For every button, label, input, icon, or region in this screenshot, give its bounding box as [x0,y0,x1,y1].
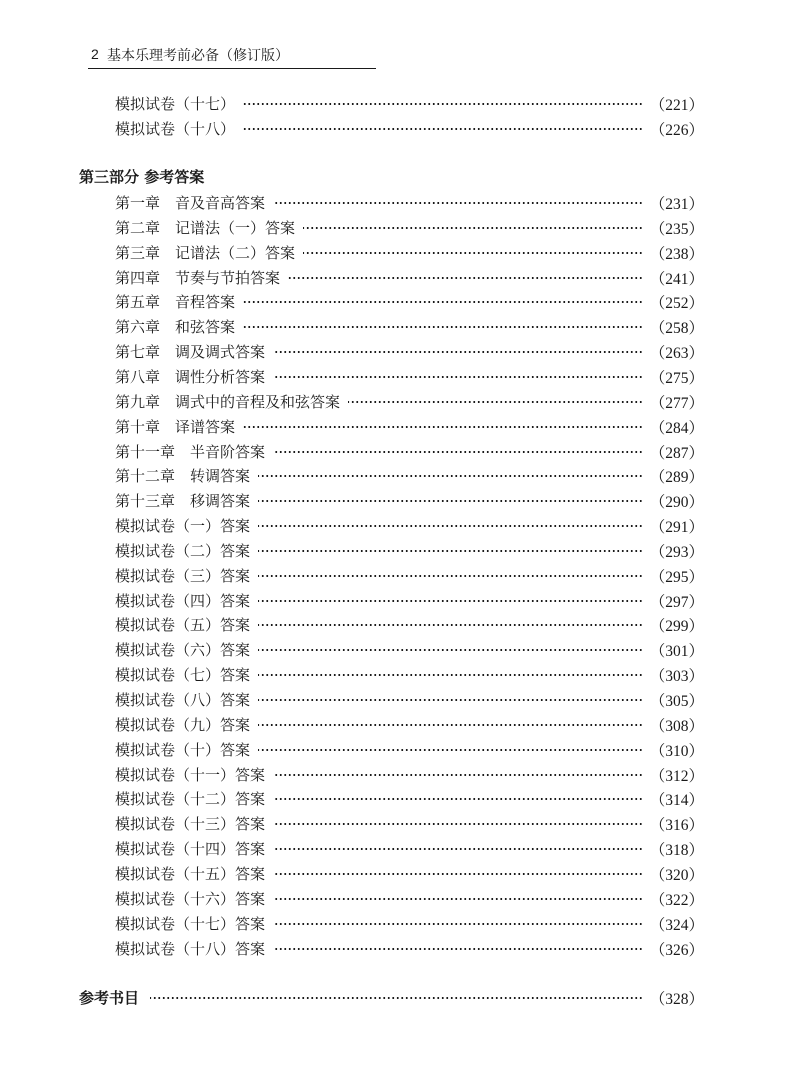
toc-entry[interactable] [0,911,800,935]
toc-entry[interactable] [0,637,800,661]
toc-entry-page: （318） [649,842,704,860]
toc-entry-page: （314） [649,792,704,810]
toc-entry[interactable] [0,91,800,115]
toc-entry-page: （258） [649,320,704,338]
dot-leader [303,227,643,229]
dot-leader [258,525,643,527]
book-title: 基本乐理考前必备（修订版） [107,48,289,64]
toc-entry[interactable] [0,488,800,512]
toc-entry[interactable] [0,762,800,786]
toc-entry-page: （293） [649,543,704,561]
toc-entry-page: （295） [649,568,704,586]
dot-leader [273,923,643,925]
toc-entry[interactable] [0,190,800,214]
dot-leader [258,500,643,502]
toc-entry[interactable] [0,886,800,910]
toc-entry-label: 模拟试卷（十）答案 [115,740,251,759]
dot-leader [273,873,643,875]
toc-entry[interactable] [0,439,800,463]
dot-leader [273,774,643,776]
toc-entry-label: 模拟试卷（十七） [115,95,236,113]
toc-entry[interactable] [0,463,800,487]
toc-entry-page: （287） [649,444,704,462]
toc-entry-page: （263） [649,345,704,363]
toc-entry-label: 第四章 节奏与节拍答案 [115,268,281,287]
dot-leader [243,301,643,303]
dot-leader [273,376,643,378]
page-number: 2 [91,46,99,62]
toc-entry-bibliography[interactable] [0,985,800,1009]
toc-entry-page: （275） [649,369,704,387]
dot-leader [273,823,643,825]
toc-entry[interactable] [0,786,800,810]
toc-entry-page: （320） [649,866,704,884]
toc-entry[interactable] [0,836,800,860]
dot-leader [243,103,643,105]
toc-entry-label: 第五章 音程答案 [115,293,236,312]
toc-entry[interactable] [0,389,800,413]
toc-entry-label: 模拟试卷（十八） [115,119,236,138]
dot-leader [258,575,643,577]
dot-leader [243,426,643,428]
toc-entry-label: 模拟试卷（八）答案 [115,691,251,709]
toc-entry[interactable] [0,414,800,438]
toc-entry-label: 模拟试卷（十八）答案 [115,939,266,958]
toc-entry[interactable] [0,662,800,686]
toc-entry[interactable] [0,116,800,140]
toc-entry-page: （235） [649,220,704,238]
dot-leader [273,948,643,950]
toc-entry-label: 模拟试卷（三）答案 [115,566,251,585]
toc-entry[interactable] [0,339,800,363]
dot-leader [288,277,643,279]
toc-entry-label: 模拟试卷（四）答案 [115,591,251,610]
toc-entry[interactable] [0,936,800,960]
dot-leader [258,600,643,602]
toc-entry-page: （312） [649,767,704,785]
running-header [88,40,376,69]
toc-entry-page: （231） [649,196,704,213]
toc-entry-label: 模拟试卷（十五）答案 [115,864,266,883]
toc-entry[interactable] [0,240,800,264]
toc-entry-page: （297） [649,593,704,611]
toc-entry-label: 模拟试卷（十一）答案 [115,765,266,784]
toc-entry-page: （290） [649,494,704,512]
toc-entry[interactable] [0,588,800,612]
toc-entry-label: 模拟试卷（五）答案 [115,616,251,635]
toc-entry[interactable] [0,364,800,388]
toc-entry[interactable] [0,265,800,289]
toc-entry-page: （289） [649,469,704,487]
toc-entry-page: （291） [649,519,704,537]
toc-entry[interactable] [0,513,800,537]
toc-entry-page: （326） [649,941,704,959]
toc-entry-label: 第八章 调性分析答案 [115,367,266,386]
dot-leader [273,798,643,800]
toc-entry-label: 第十章 译谱答案 [115,417,236,436]
toc-entry-label: 模拟试卷（十二）答案 [115,790,266,809]
toc-entry[interactable] [0,563,800,587]
toc-entry-label: 模拟试卷（十四）答案 [115,840,266,859]
section-heading-part3: 第三部分 参考答案 [79,168,205,186]
toc-entry-label: 参考书目 [79,989,140,1007]
dot-leader [258,724,643,726]
toc-entry[interactable] [0,612,800,636]
toc-entry-label: 第七章 调及调式答案 [115,343,266,362]
toc-entry-label: 第一章 音及音高答案 [115,194,266,212]
toc-entry-page: （308） [649,717,704,735]
toc-entry-label: 模拟试卷（九）答案 [115,715,251,734]
dot-leader [258,624,643,626]
toc-entry-page: （277） [649,394,704,412]
dot-leader [273,898,643,900]
toc-entry-page: （226） [649,121,704,139]
toc-entry-label: 第六章 和弦答案 [115,318,236,337]
toc-entry-page: （328） [649,991,704,1008]
dot-leader [273,351,643,353]
toc-entry-page: （303） [649,668,704,686]
toc-entry-page: （252） [649,295,704,313]
toc-entry-label: 第十二章 转调答案 [115,467,251,486]
dot-leader [258,699,643,701]
dot-leader [348,401,643,403]
toc-entry-page: （316） [649,817,704,835]
dot-leader [258,475,643,477]
toc-entry-page: （299） [649,618,704,636]
toc-entry-label: 第二章 记谱法（一）答案 [115,218,296,237]
dot-leader [258,649,643,651]
toc-entry-label: 模拟试卷（十三）答案 [115,815,266,834]
toc-entry-label: 模拟试卷（六）答案 [115,641,251,660]
dot-leader [258,674,643,676]
dot-leader [150,997,643,999]
toc-entry[interactable] [0,289,800,313]
toc-entry-label: 模拟试卷（二）答案 [115,541,251,560]
toc-entry[interactable] [0,314,800,338]
toc-entry-page: （241） [649,270,704,288]
toc-entry-label: 第十一章 半音阶答案 [115,442,266,461]
dot-leader [258,550,643,552]
toc-entry[interactable] [0,861,800,885]
toc-entry-label: 模拟试卷（十七）答案 [115,914,266,933]
toc-entry-label: 模拟试卷（十六）答案 [115,889,266,908]
dot-leader [258,749,643,751]
toc-entry-page: （324） [649,916,704,934]
toc-entry-label: 第十三章 移调答案 [115,492,251,511]
toc-entry[interactable] [0,538,800,562]
toc-entry[interactable] [0,737,800,761]
toc-entry[interactable] [0,215,800,239]
toc-entry-page: （238） [649,245,704,263]
dot-leader [243,128,643,130]
toc-entry-label: 模拟试卷（一）答案 [115,517,251,536]
toc-entry-label: 模拟试卷（七）答案 [115,666,251,685]
toc-entry-page: （221） [649,97,704,114]
dot-leader [303,252,643,254]
dot-leader [273,202,643,204]
toc-entry-page: （305） [649,693,704,710]
dot-leader [273,848,643,850]
toc-entry-page: （322） [649,891,704,909]
toc-entry-label: 第三章 记谱法（二）答案 [115,243,296,262]
toc-entry-page: （301） [649,643,704,661]
toc-entry[interactable] [0,811,800,835]
toc-entry-page: （310） [649,742,704,760]
toc-entry[interactable] [0,687,800,711]
toc-entry[interactable] [0,712,800,736]
toc-entry-page: （284） [649,419,704,437]
toc-entry-label: 第九章 调式中的音程及和弦答案 [115,392,341,411]
dot-leader [243,326,643,328]
dot-leader [273,451,643,453]
